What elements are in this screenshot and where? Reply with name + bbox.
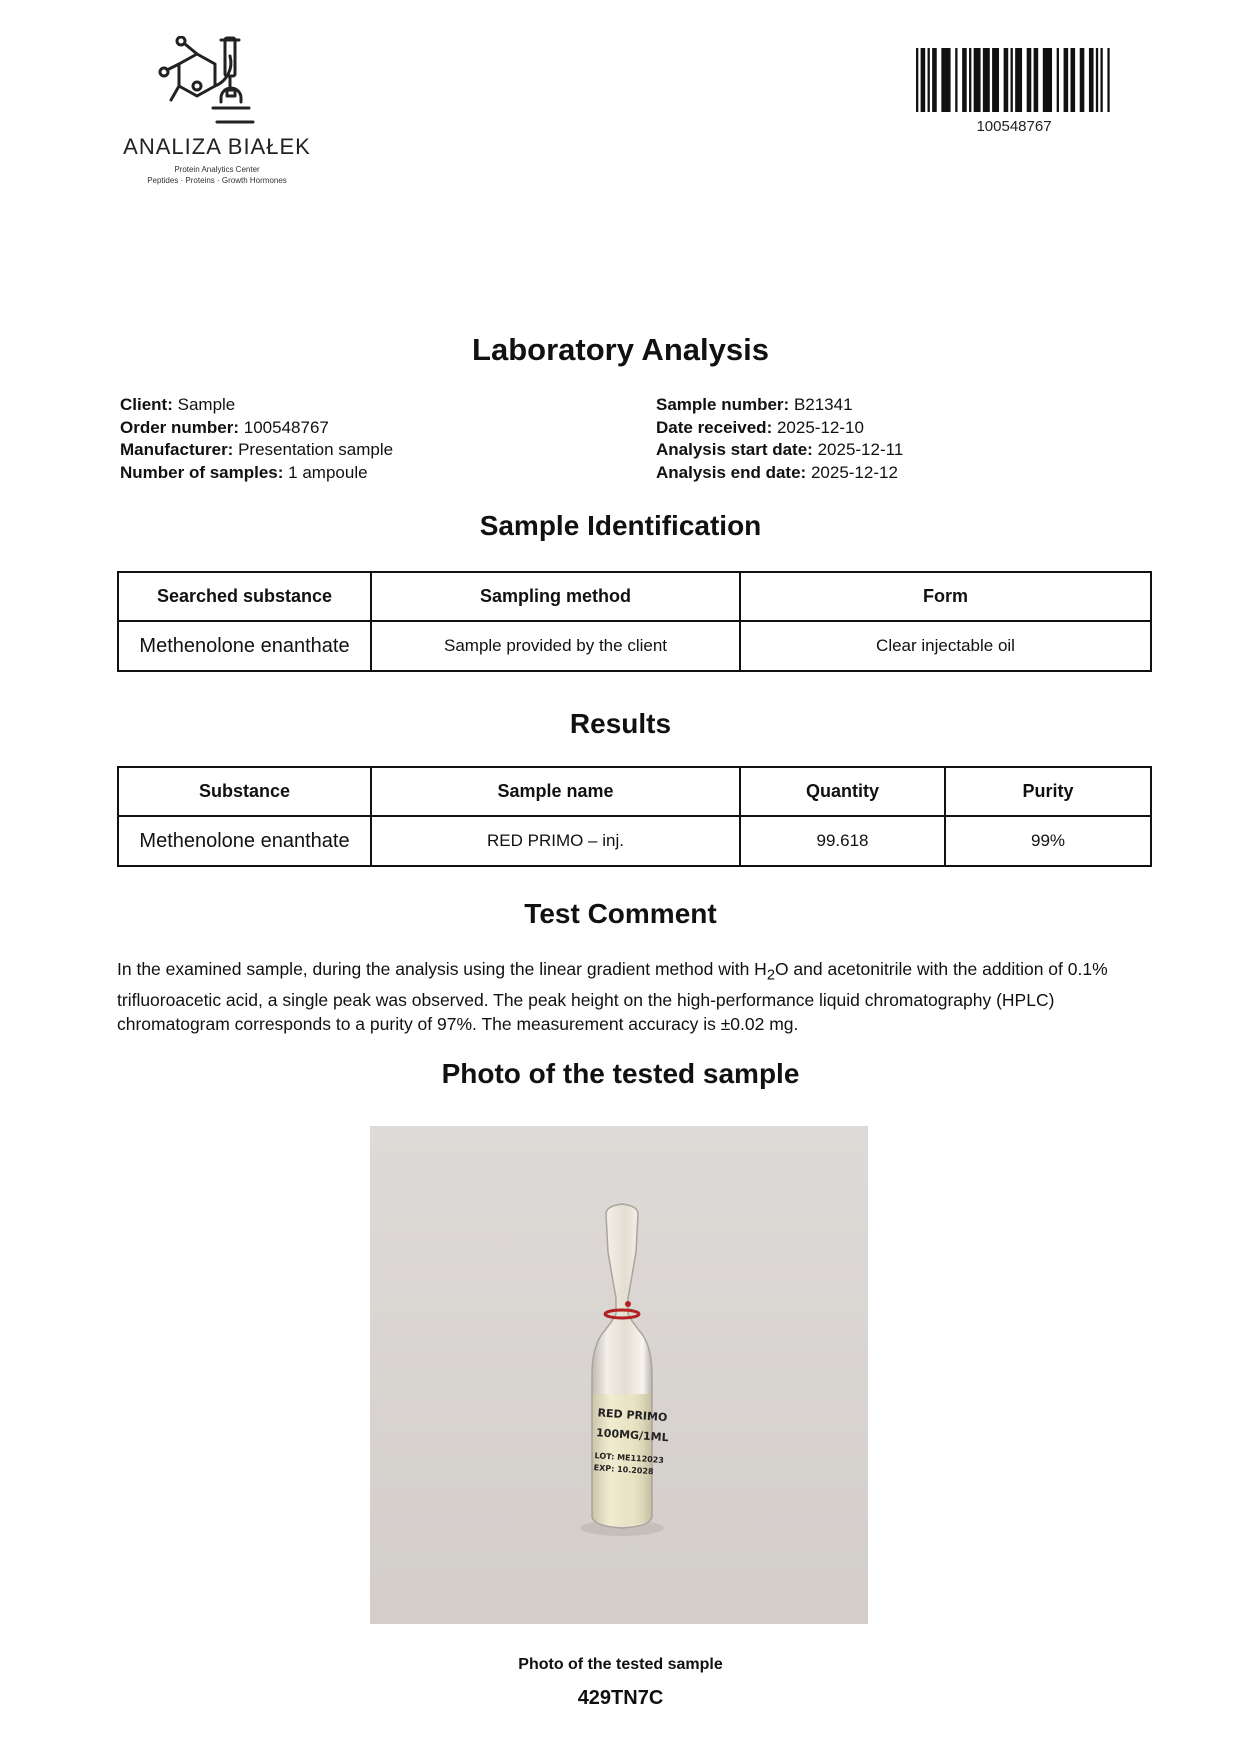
identification-title: Sample Identification bbox=[479, 510, 762, 541]
table-cell: RED PRIMO – inj. bbox=[371, 816, 740, 866]
barcode-bar bbox=[1004, 48, 1009, 112]
brand-logo bbox=[112, 36, 322, 186]
barcode bbox=[914, 48, 1114, 135]
analysis-end-field: Analysis end date: 2025-12-12 bbox=[656, 462, 898, 482]
barcode-bar bbox=[1034, 48, 1039, 112]
table-header-cell: Substance bbox=[118, 767, 371, 816]
barcode-bar bbox=[1064, 48, 1069, 112]
barcode-bar bbox=[983, 48, 990, 112]
analysis-start-field: Analysis start date: 2025-12-11 bbox=[656, 440, 904, 459]
table-header-cell: Quantity bbox=[740, 767, 945, 816]
results-table bbox=[117, 766, 1152, 867]
info-right bbox=[656, 394, 903, 484]
manufacturer-field: Manufacturer: Presentation sample bbox=[120, 440, 394, 459]
ampoule-label-brand: RED PRIMO bbox=[597, 1406, 668, 1425]
brand-tagline bbox=[112, 164, 322, 186]
barcode-graphic bbox=[914, 48, 1114, 112]
barcode-bar bbox=[1015, 48, 1022, 112]
barcode-bar bbox=[941, 48, 950, 112]
table-header-row bbox=[118, 767, 1151, 816]
barcode-bar bbox=[916, 48, 918, 112]
photo-caption: Photo of the tested sample bbox=[518, 1656, 723, 1673]
table-header-cell: Sample name bbox=[371, 767, 740, 816]
table-row bbox=[118, 816, 1151, 866]
barcode-bar bbox=[1080, 48, 1085, 112]
brand-name: ANALIZA BIAŁEK bbox=[123, 134, 311, 159]
table-header-cell: Form bbox=[740, 572, 1151, 621]
table-row bbox=[118, 621, 1151, 671]
identification-table bbox=[117, 571, 1152, 672]
table-header-cell: Purity bbox=[945, 767, 1151, 816]
brand-tagline-2: Peptides · Proteins · Growth Hormones bbox=[147, 176, 287, 185]
date-received-field: Date received: 2025-12-10 bbox=[656, 417, 864, 437]
barcode-bar bbox=[1027, 48, 1032, 112]
client-field: Client: Sample bbox=[120, 395, 236, 414]
ampoule-label-lot: LOT: ME112023 bbox=[594, 1451, 665, 1465]
photo-title: Photo of the tested sample bbox=[441, 1058, 800, 1089]
barcode-bar bbox=[1011, 48, 1013, 112]
barcode-bar bbox=[969, 48, 971, 112]
table-header-cell: Searched substance bbox=[118, 572, 371, 621]
barcode-bar bbox=[1043, 48, 1052, 112]
barcode-bar bbox=[1100, 48, 1102, 112]
sample-photo bbox=[370, 1126, 868, 1624]
results-title: Results bbox=[569, 708, 672, 739]
barcode-number: 100548767 bbox=[976, 118, 1052, 135]
barcode-bar bbox=[1096, 48, 1098, 112]
barcode-bar bbox=[928, 48, 930, 112]
barcode-bar bbox=[932, 48, 937, 112]
table-cell: Sample provided by the client bbox=[371, 621, 740, 671]
barcode-bar bbox=[962, 48, 967, 112]
info-left bbox=[120, 394, 393, 484]
barcode-bar bbox=[955, 48, 957, 112]
ampoule-label-exp: EXP: 10.2028 bbox=[593, 1463, 654, 1477]
barcode-bar bbox=[1107, 48, 1109, 112]
barcode-bar bbox=[921, 48, 926, 112]
comment-title: Test Comment bbox=[524, 898, 717, 929]
table-cell: Clear injectable oil bbox=[740, 621, 1151, 671]
table-header-cell: Sampling method bbox=[371, 572, 740, 621]
order-number-field: Order number: 100548767 bbox=[120, 417, 329, 437]
table-cell: 99.618 bbox=[740, 816, 945, 866]
ampoule-label-dose: 100MG/1ML bbox=[595, 1426, 670, 1445]
page-title: Laboratory Analysis bbox=[472, 332, 769, 367]
brand-tagline-1: Protein Analytics Center bbox=[174, 165, 260, 174]
comment-text: In the examined sample, during the analysis using the linear gradient method with $H_2O$ and acetonitrile with the addition of 0.1% trifluoroacetic acid, a single peak was observed. The peak height on the high-performance liquid chromatography (HPLC) chromatogram corresponds to a purity of 97%. The measurement accuracy is ±0.02 mg. bbox=[117, 959, 1108, 1034]
table-cell: 99% bbox=[945, 816, 1151, 866]
molecule-microscope-icon bbox=[157, 36, 277, 126]
barcode-bar bbox=[992, 48, 999, 112]
barcode-bar bbox=[1057, 48, 1059, 112]
number-of-samples-field: Number of samples: 1 ampoule bbox=[120, 462, 368, 482]
barcode-bar bbox=[1089, 48, 1094, 112]
verification-code: 429TN7C bbox=[577, 1687, 664, 1709]
barcode-bar bbox=[974, 48, 981, 112]
table-cell: Methenolone enanthate bbox=[118, 621, 371, 671]
table-cell: Methenolone enanthate bbox=[118, 816, 371, 866]
sample-number-field: Sample number: B21341 bbox=[656, 395, 853, 414]
table-header-row bbox=[118, 572, 1151, 621]
barcode-bar bbox=[1070, 48, 1075, 112]
